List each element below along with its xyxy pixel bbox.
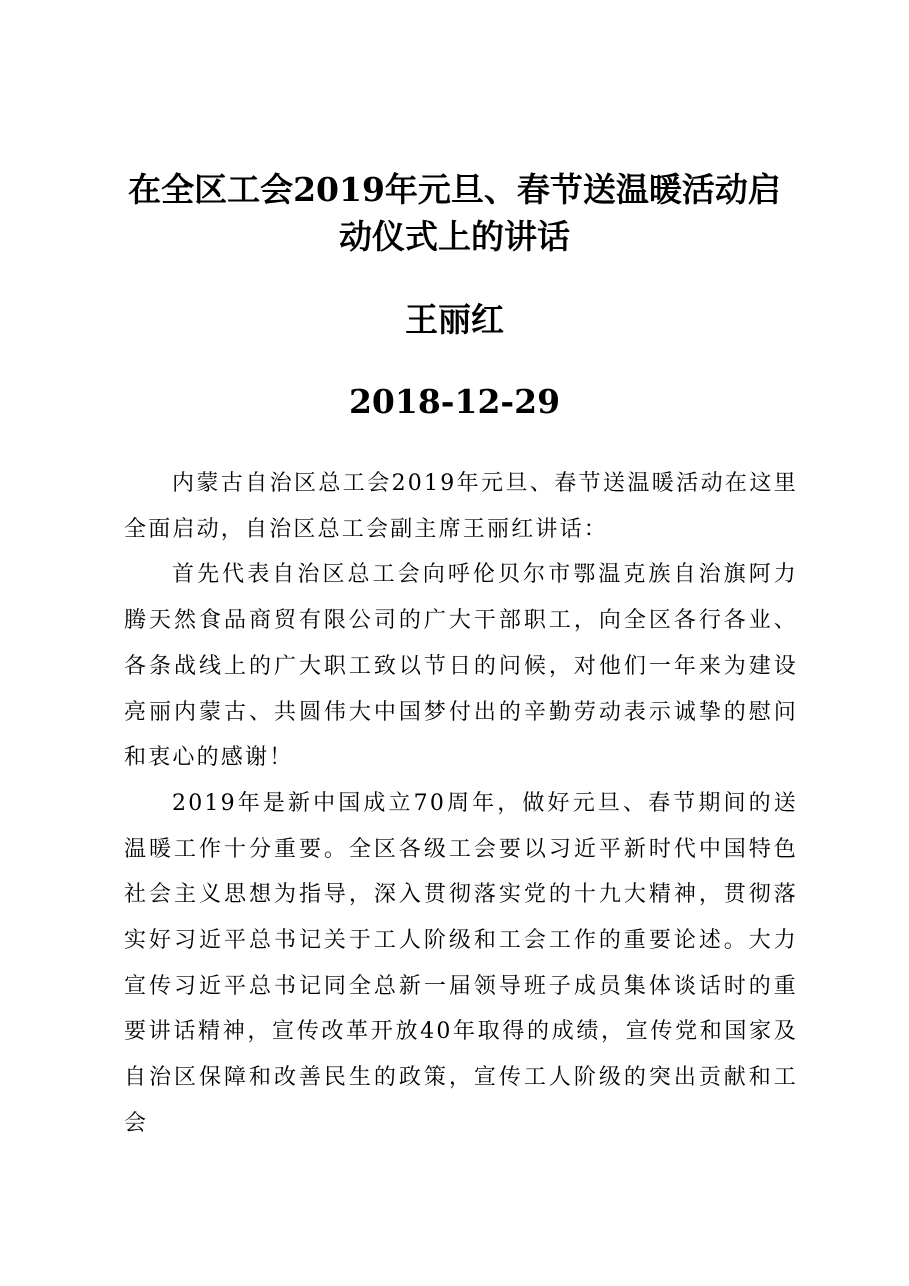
body-paragraph: 内蒙古自治区总工会2019年元旦、春节送温暖活动在这里全面启动，自治区总工会副主席王丽红讲话： [124,471,798,542]
document-author: 王丽红 [405,300,504,339]
document-body [124,461,798,1147]
document-title: 在全区工会2019年元旦、春节送温暖活动启动仪式上的讲话 [128,170,781,256]
body-paragraph: 2019年是新中国成立70周年，做好元旦、春节期间的送温暖工作十分重要。全区各级工会要以习近平新时代中国特色社会主义思想为指导，深入贯彻落实党的十九大精神，贯彻落实好习近平总书记关于工人阶级和工会工作的重要论述。大力宣传习近平总书记同全总新一届领导班子成员集体谈话时的重要讲话精神，宣传改革开放40年取得的成绩，宣传党和国家及自治区保障和改善民生的政策，宣传工人阶级的突出贡献和工会 [124,790,798,1136]
body-paragraph: 首先代表自治区总工会向呼伦贝尔市鄂温克族自治旗阿力腾天然食品商贸有限公司的广大干部职工，向全区各行各业、各条战线上的广大职工致以节日的问候，对他们一年来为建设亮丽内蒙古、共圆伟大中国梦付出的辛勤劳动表示诚挚的慰问和衷心的感谢！ [124,562,798,771]
document-date: 2018-12-29 [348,382,561,421]
